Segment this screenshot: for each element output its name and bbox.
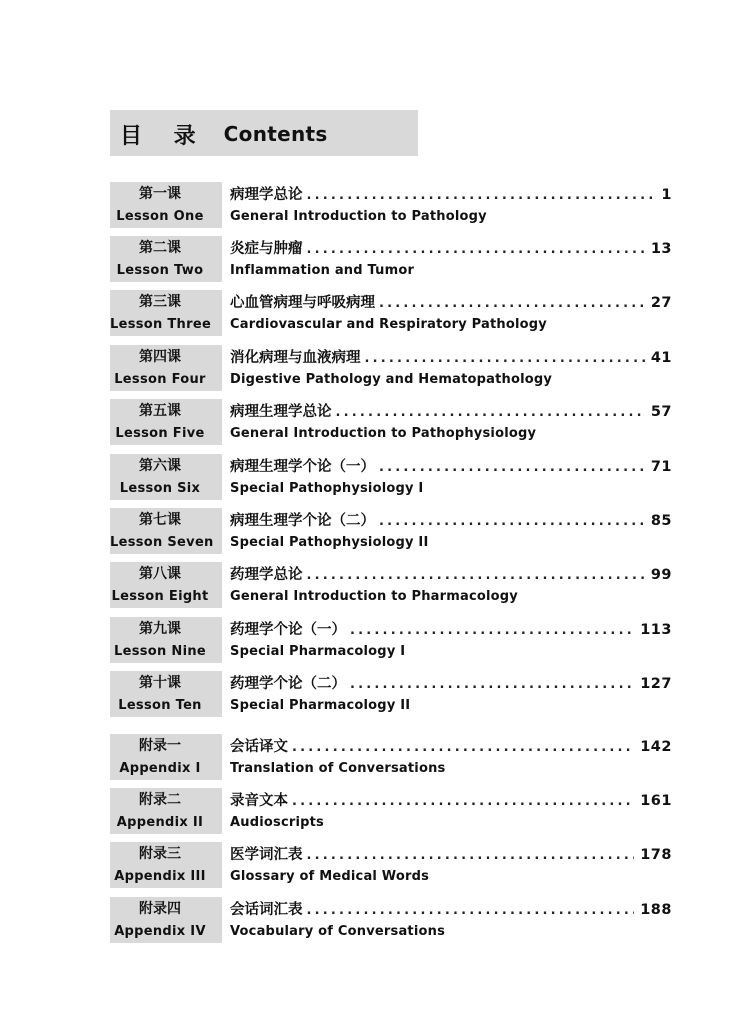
entry-title-line xyxy=(230,239,672,259)
entry-label-box xyxy=(110,671,222,717)
entry-label-box xyxy=(110,562,222,608)
entry-title-line xyxy=(230,620,672,640)
entry-title-zh: 会话词汇表 xyxy=(230,902,303,918)
entry-label-zh: 第十课 xyxy=(139,675,181,691)
entry-label-en: Lesson Five xyxy=(115,426,205,441)
entry-title-zh: 病理生理学个论（一） xyxy=(230,459,375,475)
entry-title-zh: 药理学个论（一） xyxy=(230,622,346,638)
entry-label-box xyxy=(110,842,222,888)
entry-label-zh: 第二课 xyxy=(139,240,181,256)
entry-page-number: 113 xyxy=(640,622,672,638)
entry-label-box xyxy=(110,454,222,500)
entry-label-en: Lesson Seven xyxy=(110,535,214,550)
entry-title-en: Special Pharmacology II xyxy=(230,698,411,713)
entry-label-box xyxy=(110,788,222,834)
entry-title-en: General Introduction to Pathophysiology xyxy=(230,426,537,441)
entry-label-box xyxy=(110,399,222,445)
entry-label-en: Lesson Two xyxy=(116,263,204,278)
dot-leader xyxy=(307,240,645,260)
toc-entry-lesson-5[interactable] xyxy=(110,399,678,445)
entry-label-zh: 第九课 xyxy=(139,621,181,637)
page-title xyxy=(120,116,328,152)
entry-title-zh: 药理学个论（二） xyxy=(230,676,346,692)
page-title-en: Contents xyxy=(223,122,328,146)
entry-label-zh: 第五课 xyxy=(139,403,181,419)
entry-page-number: 13 xyxy=(650,241,672,257)
entry-label-zh: 第六课 xyxy=(139,458,181,474)
dot-leader xyxy=(307,566,645,586)
dot-leader xyxy=(350,675,634,695)
entry-page-number: 41 xyxy=(650,350,672,366)
toc-entry-lesson-7[interactable] xyxy=(110,508,678,554)
entry-page-number: 57 xyxy=(650,404,672,420)
entry-title-line xyxy=(230,674,672,694)
entry-label-en: Lesson Nine xyxy=(114,644,206,659)
entry-title-en: General Introduction to Pathology xyxy=(230,209,487,224)
entry-title-line xyxy=(230,565,672,585)
entry-title-line xyxy=(230,402,672,422)
entry-label-zh: 附录四 xyxy=(139,901,181,917)
entry-title-line xyxy=(230,348,672,368)
entry-label-en: Appendix III xyxy=(114,869,206,884)
toc-entry-lesson-3[interactable] xyxy=(110,290,678,336)
entry-title-zh: 病理学总论 xyxy=(230,187,303,203)
entry-title-zh: 病理生理学个论（二） xyxy=(230,513,375,529)
entry-label-zh: 附录一 xyxy=(139,738,181,754)
entry-page-number: 1 xyxy=(661,187,672,203)
toc-entry-appendix-4[interactable] xyxy=(110,897,678,943)
entry-title-en: Vocabulary of Conversations xyxy=(230,924,446,939)
toc-entry-appendix-3[interactable] xyxy=(110,842,678,888)
entry-title-line xyxy=(230,845,672,865)
entry-page-number: 85 xyxy=(650,513,672,529)
entry-title-zh: 会话译文 xyxy=(230,739,288,755)
dot-leader xyxy=(365,349,645,369)
entry-title-en: Inflammation and Tumor xyxy=(230,263,415,278)
entry-label-zh: 第三课 xyxy=(139,294,181,310)
entry-label-en: Appendix II xyxy=(116,815,204,830)
dot-leader xyxy=(379,512,645,532)
entry-label-zh: 第一课 xyxy=(139,186,181,202)
entry-label-box xyxy=(110,182,222,228)
entry-label-zh: 第四课 xyxy=(139,349,181,365)
dot-leader xyxy=(307,846,635,866)
entry-title-zh: 药理学总论 xyxy=(230,567,303,583)
entry-title-line xyxy=(230,791,672,811)
entry-label-en: Appendix IV xyxy=(114,924,206,939)
toc-entry-appendix-2[interactable] xyxy=(110,788,678,834)
entry-label-zh: 第七课 xyxy=(139,512,181,528)
entry-label-box xyxy=(110,508,222,554)
entry-title-en: General Introduction to Pharmacology xyxy=(230,589,518,604)
page-title-zh: 目 录 xyxy=(120,123,208,149)
dot-leader xyxy=(307,901,635,921)
entry-page-number: 161 xyxy=(640,793,672,809)
entry-page-number: 99 xyxy=(650,567,672,583)
toc-entry-appendix-1[interactable] xyxy=(110,734,678,780)
entry-title-line xyxy=(230,511,672,531)
entry-title-zh: 心血管病理与呼吸病理 xyxy=(230,295,375,311)
entry-label-zh: 附录二 xyxy=(139,792,181,808)
entry-title-en: Digestive Pathology and Hematopathology xyxy=(230,372,553,387)
toc-entry-lesson-2[interactable] xyxy=(110,236,678,282)
dot-leader xyxy=(292,738,634,758)
entry-label-box xyxy=(110,345,222,391)
entry-page-number: 127 xyxy=(640,676,672,692)
entry-label-en: Appendix I xyxy=(119,761,201,776)
toc-entry-lesson-10[interactable] xyxy=(110,671,678,717)
entry-title-en: Translation of Conversations xyxy=(230,761,446,776)
toc-entry-lesson-8[interactable] xyxy=(110,562,678,608)
entry-label-en: Lesson Eight xyxy=(111,589,209,604)
entry-label-zh: 第八课 xyxy=(139,566,181,582)
entry-label-box xyxy=(110,897,222,943)
dot-leader xyxy=(336,403,645,423)
entry-title-zh: 病理生理学总论 xyxy=(230,404,332,420)
entry-page-number: 27 xyxy=(650,295,672,311)
entry-label-en: Lesson One xyxy=(116,209,204,224)
entry-page-number: 71 xyxy=(650,459,672,475)
entry-title-line xyxy=(230,900,672,920)
entry-title-en: Special Pathophysiology II xyxy=(230,535,429,550)
toc-entry-lesson-6[interactable] xyxy=(110,454,678,500)
entry-title-en: Glossary of Medical Words xyxy=(230,869,430,884)
entry-page-number: 188 xyxy=(640,902,672,918)
toc-entry-lesson-1[interactable] xyxy=(110,182,678,228)
dot-leader xyxy=(307,186,656,206)
entry-title-line xyxy=(230,293,672,313)
entry-label-zh: 附录三 xyxy=(139,846,181,862)
entry-label-en: Lesson Four xyxy=(114,372,206,387)
entry-title-zh: 消化病理与血液病理 xyxy=(230,350,361,366)
entry-label-box xyxy=(110,236,222,282)
toc-entry-lesson-4[interactable] xyxy=(110,345,678,391)
entry-label-box xyxy=(110,734,222,780)
entry-title-line xyxy=(230,457,672,477)
entry-label-box xyxy=(110,617,222,663)
entry-label-box xyxy=(110,290,222,336)
dot-leader xyxy=(292,792,634,812)
entry-page-number: 178 xyxy=(640,847,672,863)
toc-entry-lesson-9[interactable] xyxy=(110,617,678,663)
entry-label-en: Lesson Ten xyxy=(118,698,202,713)
entry-title-zh: 炎症与肿瘤 xyxy=(230,241,303,257)
entry-title-line xyxy=(230,185,672,205)
entry-title-en: Special Pharmacology I xyxy=(230,644,406,659)
entry-page-number: 142 xyxy=(640,739,672,755)
entry-title-en: Special Pathophysiology I xyxy=(230,481,424,496)
entry-title-zh: 医学词汇表 xyxy=(230,847,303,863)
entry-label-en: Lesson Three xyxy=(110,317,212,332)
dot-leader xyxy=(379,294,645,314)
entry-title-en: Audioscripts xyxy=(230,815,324,830)
entry-title-zh: 录音文本 xyxy=(230,793,288,809)
entry-label-en: Lesson Six xyxy=(119,481,201,496)
entry-title-en: Cardiovascular and Respiratory Pathology xyxy=(230,317,547,332)
dot-leader xyxy=(379,458,645,478)
entry-title-line xyxy=(230,737,672,757)
dot-leader xyxy=(350,621,634,641)
